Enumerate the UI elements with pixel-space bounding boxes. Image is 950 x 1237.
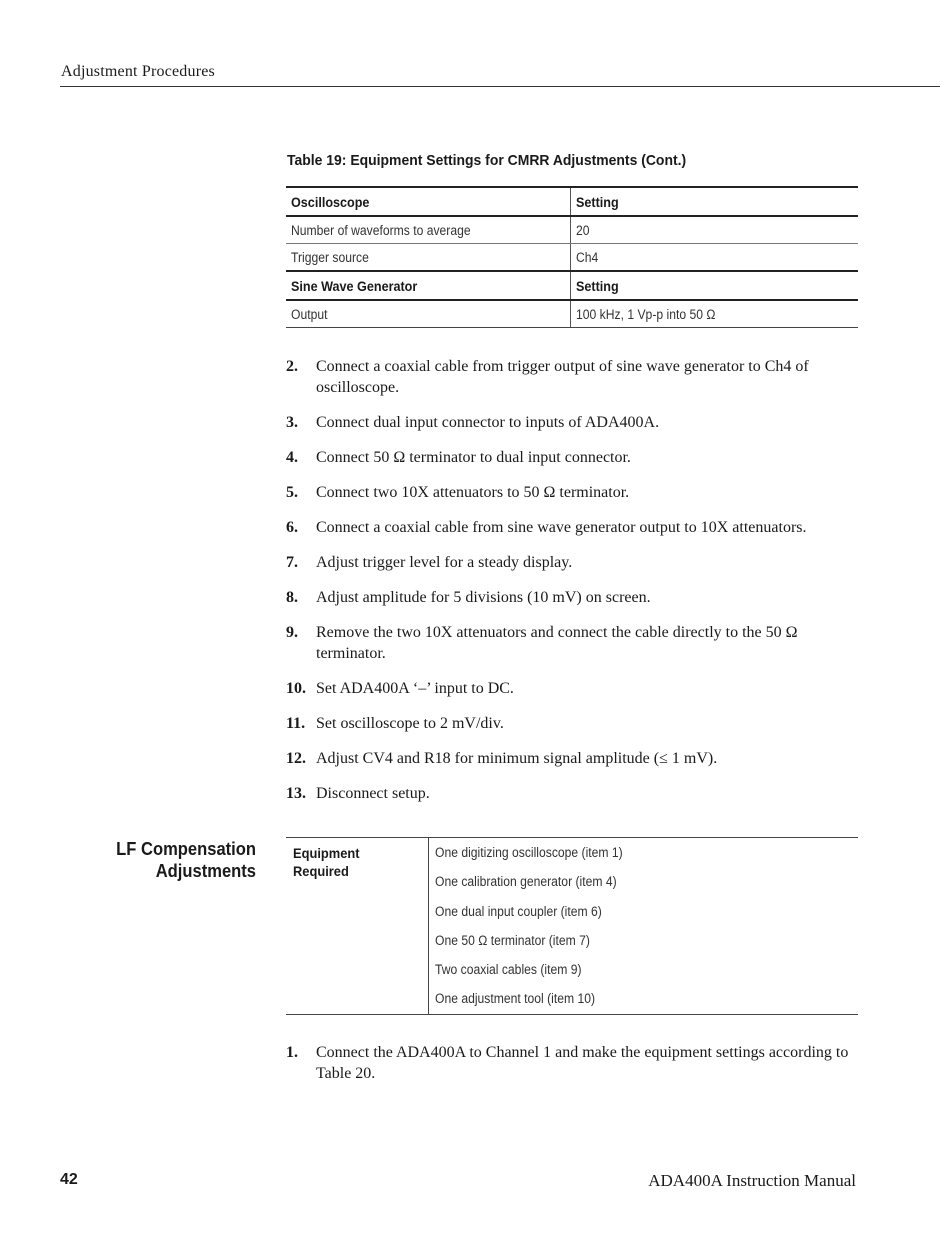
table-cell: Setting: [576, 193, 619, 210]
step-text: Set ADA400A ‘–’ input to DC.: [316, 680, 514, 697]
table-cell: Ch4: [576, 249, 599, 265]
manual-title: ADA400A Instruction Manual: [648, 1171, 856, 1190]
table-cell: Oscilloscope: [291, 193, 370, 210]
procedure-step: [286, 356, 866, 398]
step-text: Connect a coaxial cable from sine wave generator output to 10X attenuators.: [316, 519, 807, 536]
equipment-item: Two coaxial cables (item 9): [435, 962, 582, 978]
step-text: Adjust amplitude for 5 divisions (10 mV) on screen.: [316, 589, 651, 606]
procedure-step: [286, 447, 866, 468]
table-cell: Sine Wave Generator: [291, 277, 418, 294]
table-cell: 20: [576, 222, 590, 238]
step-number: 4.: [286, 449, 298, 466]
running-header: Adjustment Procedures: [61, 63, 215, 80]
equipment-item: One adjustment tool (item 10): [435, 991, 596, 1007]
equipment-required-label: Equipment Required: [293, 845, 360, 879]
step-number: 3.: [286, 414, 298, 431]
procedure-step: [286, 412, 866, 433]
equipment-required-table: [286, 837, 858, 1015]
table-header-row: [286, 272, 858, 301]
procedure-step: [286, 783, 866, 804]
page-number: 42: [60, 1171, 78, 1188]
step-text: Connect dual input connector to inputs of ADA400A.: [316, 414, 660, 431]
procedure-step: [286, 622, 866, 664]
procedure-step: [286, 587, 866, 608]
step-text: Connect a coaxial cable from trigger output of sine wave generator to Ch4 of oscilloscope.: [316, 358, 809, 396]
step-number: 8.: [286, 589, 298, 606]
table-row: [286, 217, 858, 244]
table-title: Table 19: Equipment Settings for CMRR Adjustments (Cont.): [287, 152, 687, 169]
equipment-item: One digitizing oscilloscope (item 1): [435, 845, 623, 860]
table-cell: Trigger source: [291, 249, 369, 265]
procedure-step: [286, 482, 866, 503]
procedure-step: [286, 748, 866, 769]
step-number: 10.: [286, 680, 306, 697]
step-text: Set oscilloscope to 2 mV/div.: [316, 715, 504, 732]
table-cell: Setting: [576, 277, 619, 294]
step-number: 13.: [286, 785, 306, 802]
column-divider: [428, 838, 429, 1014]
procedure-step: [286, 552, 866, 573]
step-number: 1.: [286, 1044, 298, 1061]
section-heading: [112, 838, 256, 882]
step-text: Connect two 10X attenuators to 50 Ω terminator.: [316, 484, 630, 501]
section-heading-line: LF Compensation: [116, 839, 256, 859]
step-text: Connect 50 Ω terminator to dual input connector.: [316, 449, 631, 466]
step-number: 11.: [286, 715, 306, 732]
equipment-item: One 50 Ω terminator (item 7): [435, 932, 590, 948]
table-cell: Number of waveforms to average: [291, 222, 471, 238]
step-text: Adjust trigger level for a steady display.: [316, 554, 573, 571]
step-number: 6.: [286, 519, 298, 536]
equipment-item: One calibration generator (item 4): [435, 874, 617, 890]
equipment-item: One dual input coupler (item 6): [435, 903, 602, 919]
equipment-settings-table: [286, 186, 858, 328]
step-text: Disconnect setup.: [316, 785, 430, 802]
procedure-step: [286, 678, 866, 699]
procedure-step: [286, 1042, 866, 1084]
step-number: 2.: [286, 358, 298, 375]
section-heading-line: Adjustments: [155, 861, 256, 881]
step-text: Adjust CV4 and R18 for minimum signal amplitude (≤ 1 mV).: [316, 750, 718, 767]
step-number: 7.: [286, 554, 298, 571]
procedure-step: [286, 517, 866, 538]
procedure-step: [286, 713, 866, 734]
equipment-list: [435, 843, 644, 1019]
table-cell: 100 kHz, 1 Vp-p into 50 Ω: [576, 306, 716, 322]
table-row: [286, 301, 858, 327]
header-rule: [60, 86, 940, 87]
step-number: 9.: [286, 624, 298, 641]
step-number: 5.: [286, 484, 298, 501]
step-text: Connect the ADA400A to Channel 1 and make the equipment settings according to Table 20.: [316, 1044, 849, 1082]
table-header-row: [286, 188, 858, 217]
table-cell: Output: [291, 306, 328, 322]
step-text: Remove the two 10X attenuators and connect the cable directly to the 50 Ω terminator.: [316, 624, 798, 662]
table-row: [286, 244, 858, 272]
step-number: 12.: [286, 750, 306, 767]
